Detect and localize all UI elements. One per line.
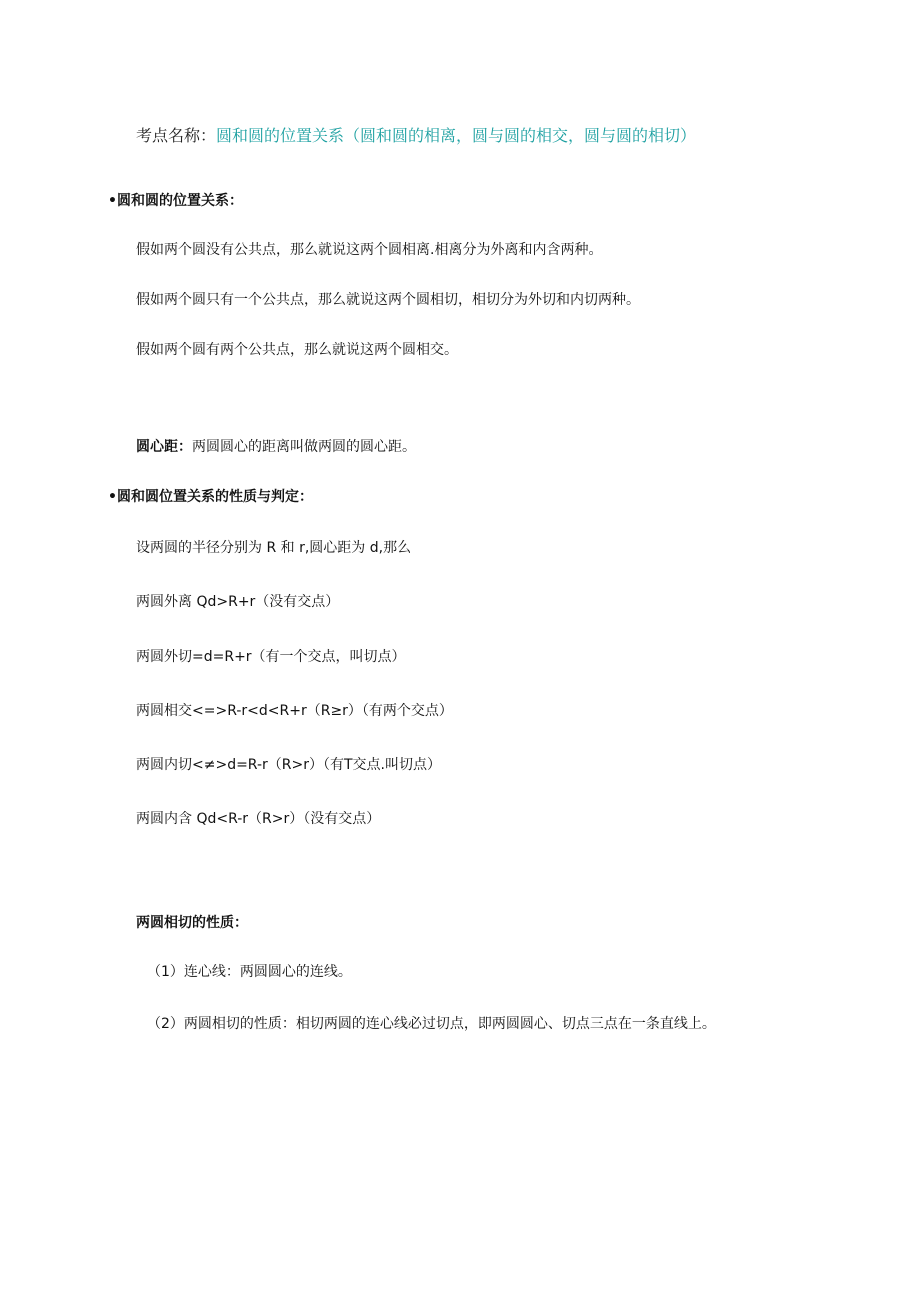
paragraph-tangent: 假如两个圆只有一个公共点，那么就说这两个圆相切，相切分为外切和内切两种。 [136,292,640,308]
paragraph-intersect: 假如两个圆有两个公共点，那么就说这两个圆相交。 [136,342,458,358]
center-distance-definition [136,437,416,457]
property-intro: 设两圆的半径分别为 R 和 r,圆心距为 d,那么 [136,540,412,556]
property-external-tangent: 两圆外切=d=R+r（有一个交点，叫切点） [136,649,406,665]
topic-title [136,126,696,146]
property-intersect: 两圆相交<=>R-r<d<R+r（R≥r）（有两个交点） [136,703,453,719]
property-internal-tangent: 两圆内切<≠>d=R-r（R>r）（有T交点.叫切点） [136,757,441,773]
property-external-separate: 两圆外离 Qd>R+r（没有交点） [136,594,340,610]
section-heading-properties: •圆和圆位置关系的性质与判定： [108,489,313,505]
tangent-property-1: （1）连心线：两圆圆心的连线。 [147,964,352,980]
section-heading-relations: •圆和圆的位置关系： [108,193,243,209]
topic-name: 圆和圆的位置关系（圆和圆的相离，圆与圆的相交，圆与圆的相切） [216,126,697,145]
section-heading-tangent-properties: 两圆相切的性质： [136,915,248,931]
property-contained: 两圆内含 Qd<R-r（R>r）（没有交点） [136,811,381,827]
paragraph-separate: 假如两个圆没有公共点，那么就说这两个圆相离.相离分为外离和内含两种。 [136,242,603,258]
center-distance-text: 两圆圆心的距离叫做两圆的圆心距。 [192,439,416,455]
topic-label: 考点名称： [136,126,217,145]
tangent-property-2: （2）两圆相切的性质：相切两圆的连心线必过切点，即两圆圆心、切点三点在一条直线上。 [147,1016,716,1032]
center-distance-term: 圆心距： [136,439,192,455]
